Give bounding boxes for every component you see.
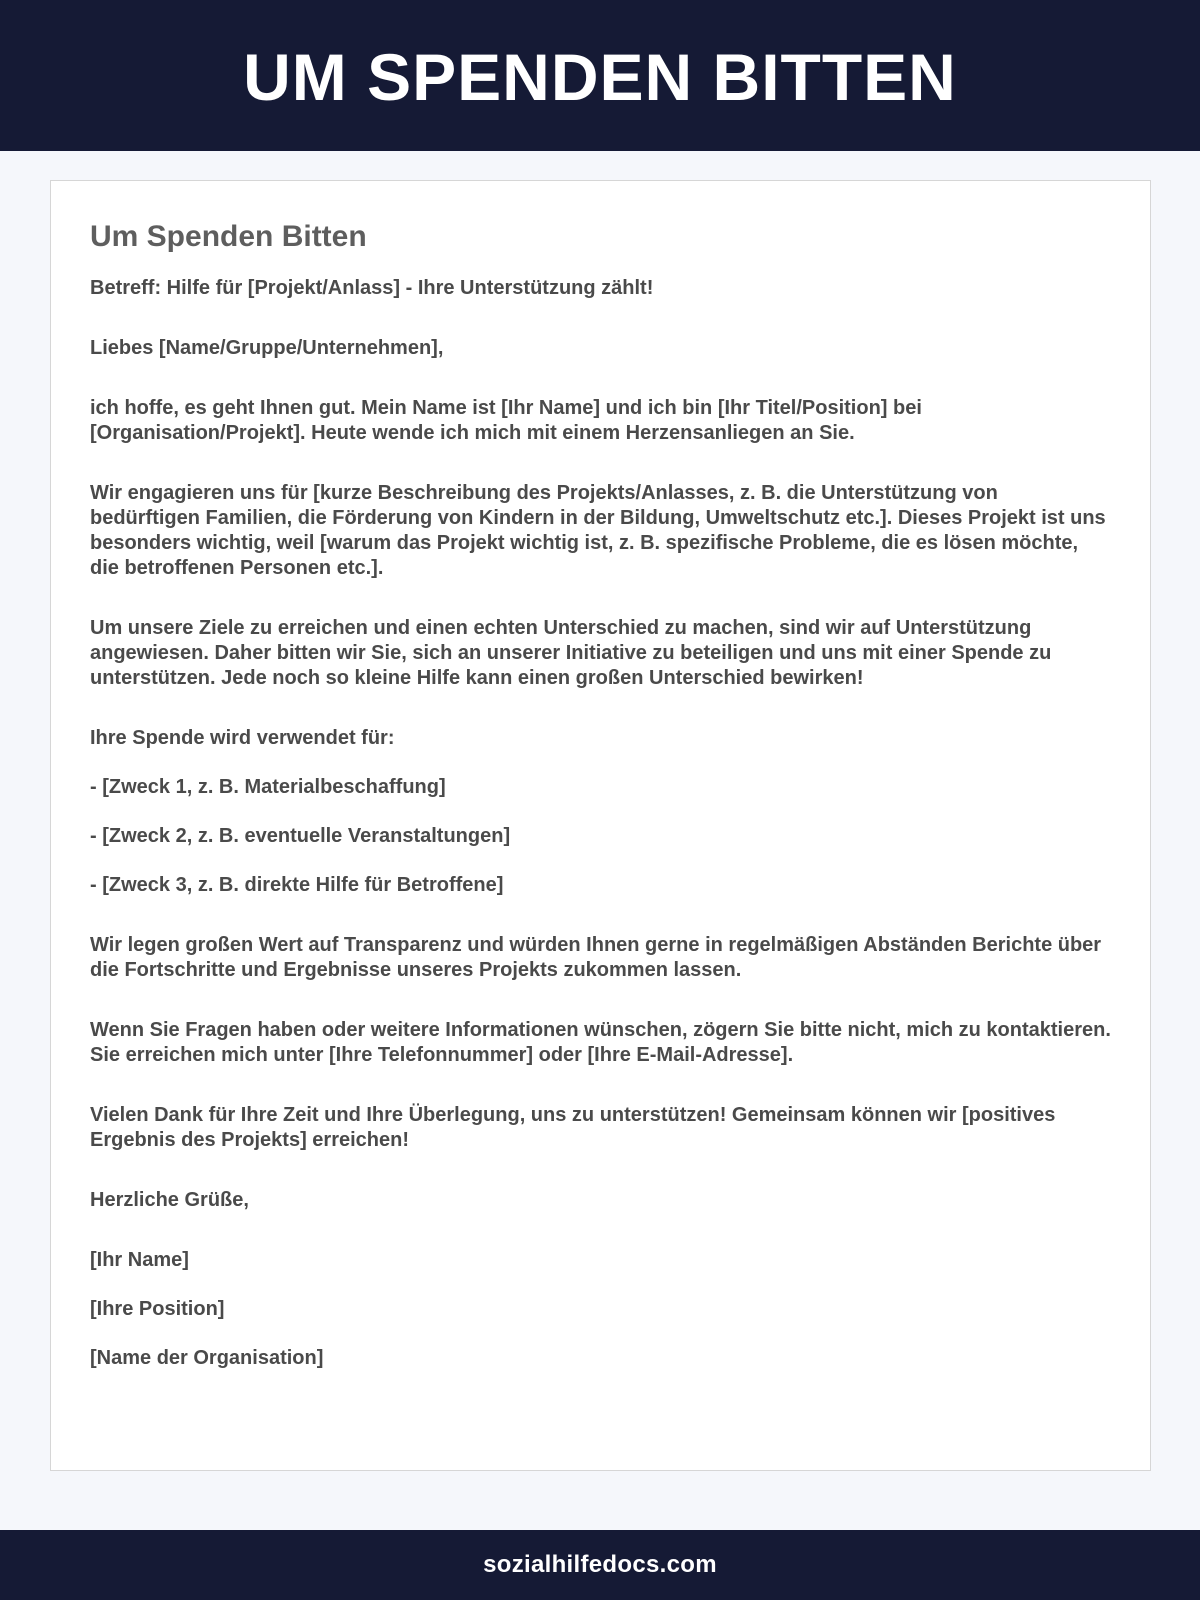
usage-item: - [Zweck 2, z. B. eventuelle Veranstaltungen]	[90, 825, 511, 847]
usage-item: - [Zweck 3, z. B. direkte Hilfe für Betroffene]	[90, 874, 504, 896]
transparency-paragraph: Wir legen großen Wert auf Transparenz und würden Ihnen gerne in regelmäßigen Abständen Berichte über die Fortschritte und Ergebnisse unseres Projekts zukommen lassen.	[90, 934, 1102, 981]
signature-position: [Ihre Position]	[90, 1298, 225, 1320]
signature-organisation: [Name der Organisation]	[90, 1347, 324, 1369]
letter-card	[50, 180, 1151, 1471]
footer-site-link[interactable]: sozialhilfedocs.com	[483, 1551, 717, 1578]
usage-intro: Ihre Spende wird verwendet für:	[90, 727, 395, 749]
document-title: Um Spenden Bitten	[90, 220, 367, 253]
bottom-banner	[0, 1530, 1200, 1600]
salutation: Liebes [Name/Gruppe/Unternehmen],	[90, 337, 444, 359]
contact-paragraph: Wenn Sie Fragen haben oder weitere Informationen wünschen, zögern Sie bitte nicht, mich zu kontaktieren. Sie erreichen mich unter [Ihre Telefonnummer] oder [Ihre E-Mail-Adresse].	[90, 1019, 1111, 1066]
signature-name: [Ihr Name]	[90, 1249, 189, 1271]
usage-item: - [Zweck 1, z. B. Materialbeschaffung]	[90, 776, 446, 798]
subject-line: Betreff: Hilfe für [Projekt/Anlass] - Ihre Unterstützung zählt!	[90, 277, 654, 299]
banner-title: UM SPENDEN BITTEN	[243, 39, 957, 114]
intro-paragraph: ich hoffe, es geht Ihnen gut. Mein Name ist [Ihr Name] und ich bin [Ihr Titel/Position] bei [Organisation/Projekt]. Heute wende ich mich mit einem Herzensanliegen an Sie.	[90, 397, 922, 444]
closing-line: Herzliche Grüße,	[90, 1189, 249, 1211]
top-banner	[0, 0, 1200, 151]
project-paragraph: Wir engagieren uns für [kurze Beschreibung des Projekts/Anlasses, z. B. die Unterstützung von bedürftigen Familien, die Förderung von Kindern in der Bildung, Umweltschutz etc.]. Dieses Projekt ist uns besonders wichtig, weil [warum das Projekt wichtig ist, z. B. spezifische Probleme, die es lösen möchte, die betroffenen Personen etc.].	[90, 482, 1106, 579]
request-paragraph: Um unsere Ziele zu erreichen und einen echten Unterschied zu machen, sind wir auf Unterstützung angewiesen. Daher bitten wir Sie, sich an unserer Initiative zu beteiligen und uns mit einer Spende zu unterstützen. Jede noch so kleine Hilfe kann einen großen Unterschied bewirken!	[90, 617, 1052, 689]
thanks-paragraph: Vielen Dank für Ihre Zeit und Ihre Überlegung, uns zu unterstützen! Gemeinsam können wir [positives Ergebnis des Projekts] erreichen!	[90, 1104, 1056, 1151]
